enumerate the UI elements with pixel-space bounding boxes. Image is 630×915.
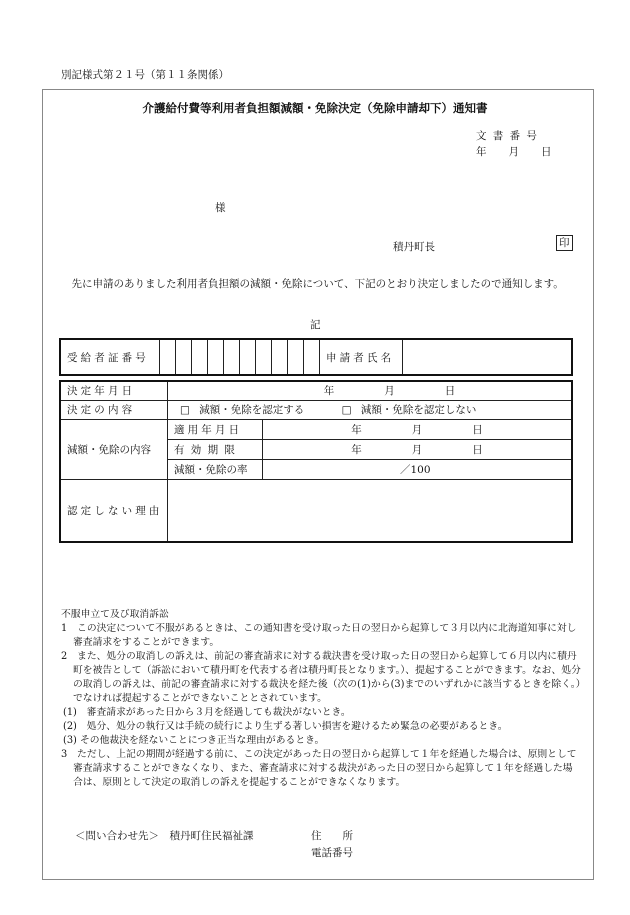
form-number: 別記様式第２１号（第１１条関係） xyxy=(61,69,229,81)
doc-date-day: 日 xyxy=(541,146,552,158)
ki-heading: 記 xyxy=(310,319,321,331)
rate-field[interactable] xyxy=(263,459,573,479)
notes-item-3: 3 ただし、上記の期間が経過する前に、この決定があった日の翌日から起算して１年を経過した場合は、原則として審査請求することができなくなり、また、審査請求に対する裁決があった日の翌日から起算して１年を経過した場合は、原則として決定の取消しの訴えを提起することができなくなります。 xyxy=(61,749,577,788)
recipient-digit-cell[interactable] xyxy=(256,339,272,375)
reduction-content-label: 減額・免除の内容 xyxy=(60,419,168,479)
valid-period-year: 年 xyxy=(351,443,362,456)
doc-date-month: 月 xyxy=(508,146,519,158)
doc-number-label: 文書番号 xyxy=(476,130,544,142)
apply-date-day: 日 xyxy=(472,423,483,436)
decision-content-label: 決定の内容 xyxy=(60,400,168,419)
document-title: 介護給付費等利用者負担額減額・免除決定（免除申請却下）通知書 xyxy=(142,101,488,115)
recipient-digit-cell[interactable] xyxy=(160,339,176,375)
recipient-table xyxy=(59,338,573,376)
decision-table xyxy=(59,380,573,543)
applicant-name-label: 申請者氏名 xyxy=(320,339,403,375)
recipient-digit-cell[interactable] xyxy=(288,339,304,375)
approve-option-label: 減額・免除を認定する xyxy=(199,404,305,416)
reason-field[interactable] xyxy=(168,479,573,542)
notes-sub-1: (1) 審査請求があった日から３月を経過しても裁決がないとき。 xyxy=(63,707,351,718)
recipient-digit-cell[interactable] xyxy=(176,339,192,375)
apply-date-month: 月 xyxy=(411,423,423,436)
apply-date-year: 年 xyxy=(351,423,362,436)
valid-period-label: 有効期限 xyxy=(168,439,263,459)
reason-label: 認定しない理由 xyxy=(60,479,168,542)
apply-date-field[interactable] xyxy=(263,419,573,439)
decision-date-month: 月 xyxy=(384,385,395,398)
address-label: 住 所 xyxy=(311,830,353,842)
notes-item-2: 2 また、処分の取消しの訴えは、前記の審査請求に対する裁決書を受け取った日の翌日から起算して６月以内に積丹町を被告として（訴訟において積丹町を代表する者は積丹町長となります。）、提起することができます。なお、処分の取消しの訴えは、前記の審査請求に対する裁決を経た後（次の(1)から(3)までのいずれかに該当するときを除く。）でなければ提起することができないこととされています。 xyxy=(61,651,581,704)
decision-date-label: 決定年月日 xyxy=(60,381,168,400)
intro-paragraph: 先に申請のありました利用者負担額の減額・免除について、下記のとおり決定しましたので通知します。 xyxy=(71,278,564,290)
notes-item-1: 1 この決定について不服があるときは、この通知書を受け取った日の翌日から起算して３月以内に北海道知事に対し審査請求をすることができます。 xyxy=(61,623,577,648)
valid-period-day: 日 xyxy=(472,443,483,456)
decision-date-day: 日 xyxy=(444,385,456,398)
reject-checkbox[interactable]: □ xyxy=(341,404,352,416)
addressee-suffix: 様 xyxy=(215,202,226,214)
approve-checkbox[interactable]: □ xyxy=(180,404,190,416)
appeal-notes xyxy=(61,608,581,790)
doc-number-block xyxy=(476,128,552,160)
notes-heading: 不服申立て及び取消訴訟 xyxy=(61,609,169,620)
decision-date-year: 年 xyxy=(323,385,335,398)
recipient-number-label: 受給者証番号 xyxy=(60,339,160,375)
recipient-digit-cell[interactable] xyxy=(272,339,288,375)
rate-value: ／100 xyxy=(400,463,431,476)
applicant-name-field[interactable] xyxy=(403,339,573,375)
phone-label: 電話番号 xyxy=(311,847,353,859)
contact-label: ＜問い合わせ先＞ 積丹町住民福祉課 xyxy=(75,830,254,842)
seal-mark: 印 xyxy=(556,235,573,251)
valid-period-field[interactable] xyxy=(263,439,573,459)
decision-date-field[interactable] xyxy=(168,381,573,400)
issuer-title: 積丹町長 xyxy=(393,241,435,253)
recipient-digit-cell[interactable] xyxy=(192,339,208,375)
recipient-digit-cell[interactable] xyxy=(304,339,320,375)
reject-option-label: 減額・免除を認定しない xyxy=(360,404,477,416)
recipient-digit-cell[interactable] xyxy=(240,339,256,375)
apply-date-label: 適用年月日 xyxy=(168,419,263,439)
rate-label: 減額・免除の率 xyxy=(168,459,263,479)
recipient-digit-cell[interactable] xyxy=(208,339,224,375)
valid-period-month: 月 xyxy=(411,443,423,456)
decision-content-options xyxy=(168,400,573,419)
notes-sub-2: (2) 処分、処分の執行又は手続の続行により生ずる著しい損害を避けるため緊急の必要があるとき。 xyxy=(63,721,508,732)
doc-date xyxy=(476,144,552,160)
doc-date-year: 年 xyxy=(476,146,487,158)
notes-sub-3: (3) その他裁決を経ないことにつき正当な理由があるとき。 xyxy=(63,735,325,746)
recipient-digit-cell[interactable] xyxy=(224,339,240,375)
